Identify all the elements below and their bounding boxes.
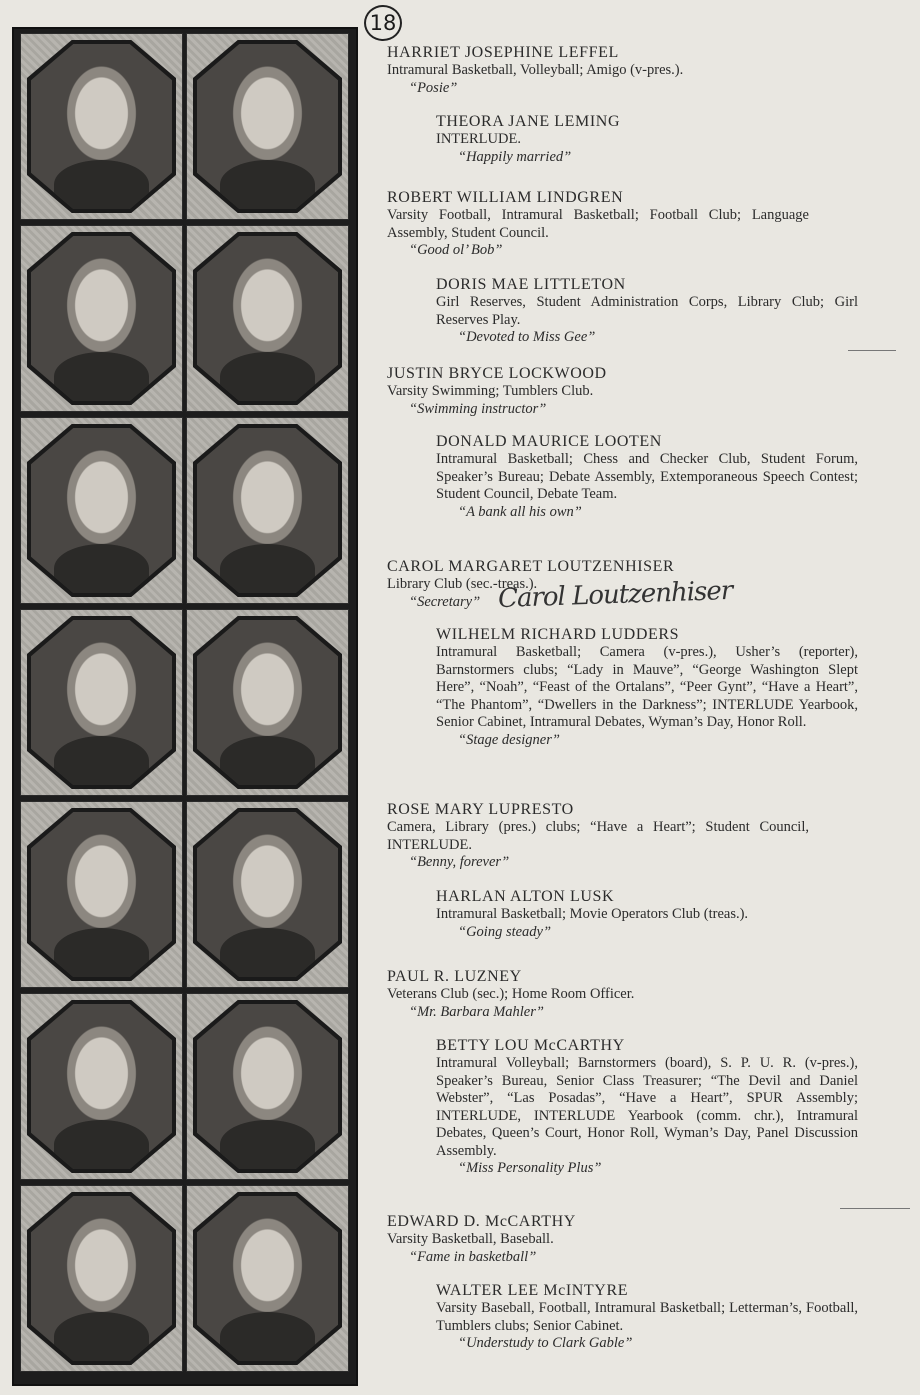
entry-justin-lockwood: [387, 365, 827, 418]
stray-pencil-mark: [840, 1208, 910, 1209]
student-activities: INTERLUDE.: [436, 131, 521, 147]
page-number: 18: [364, 5, 402, 41]
entry-paul-luzney: [387, 968, 827, 1021]
student-name: HARRIET JOSEPHINE LEFFEL: [387, 44, 619, 61]
portrait-edward-mccarthy: [20, 1185, 183, 1372]
student-activities: Varsity Football, Intramural Basketball; Football Club; Language Assembly, Student Council.: [387, 207, 809, 241]
student-name: WILHELM RICHARD LUDDERS: [436, 626, 680, 643]
student-quote: “Going steady”: [458, 923, 552, 940]
student-quote: “Understudy to Clark Gable”: [458, 1335, 633, 1351]
student-activities: Intramural Basketball; Camera (v-pres.), Usher’s (reporter), Barnstormers clubs; “Lady in Mauve”, “George Washington Slept Here”, “Noah”, “Feast of the Ortalans”, “Peer Gynt”, “Have a Heart”, “The Phantom”, “Dwellers in the Darkness”; INTERLUDE Yearbook, Senior Cabinet, Intramural Debates, Wyman’s Day, Honor Roll.: [436, 644, 858, 730]
entry-theora-leming: [436, 113, 858, 166]
student-activities: Girl Reserves, Student Administration Corps, Library Club; Girl Reserves Play.: [436, 294, 858, 328]
stray-pencil-mark: [848, 350, 896, 351]
portrait-column: [12, 27, 358, 1386]
portrait-rose-mary-lupresto: [20, 801, 183, 988]
entry-walter-mcintyre: [436, 1282, 858, 1353]
student-name: THEORA JANE LEMING: [436, 113, 621, 130]
student-quote: “Swimming instructor”: [409, 400, 547, 417]
entry-doris-littleton: [436, 276, 858, 347]
student-quote: “Happily married”: [458, 148, 572, 165]
student-activities: Intramural Basketball, Volleyball; Amigo (v-pres.).: [387, 62, 684, 78]
portrait-harriet-leffel: [20, 33, 183, 220]
portrait-harlan-lusk: [186, 801, 349, 988]
entry-harlan-lusk: [436, 888, 858, 941]
entry-betty-lou-mccarthy: [436, 1037, 858, 1178]
student-activities: Intramural Basketball; Chess and Checker Club, Student Forum, Speaker’s Bureau; Debate Assembly, Extemporaneous Speech Contest; Student Council, Debate Team.: [436, 451, 858, 502]
entry-robert-lindgren: [387, 189, 809, 260]
portrait-robert-lindgren: [20, 225, 183, 412]
entry-rose-mary-lupresto: [387, 801, 809, 872]
portrait-justin-lockwood: [20, 417, 183, 604]
entry-wilhelm-ludders: [436, 626, 858, 749]
portrait-doris-littleton: [186, 225, 349, 412]
portrait-walter-mcintyre: [186, 1185, 349, 1372]
entry-donald-looten: [436, 433, 858, 521]
student-activities: Library Club (sec.-treas.).: [387, 576, 538, 592]
student-quote: “Benny, forever”: [409, 854, 510, 870]
student-quote: “Devoted to Miss Gee”: [458, 329, 596, 345]
entry-edward-mccarthy: [387, 1213, 827, 1266]
student-quote: “Fame in basketball”: [409, 1248, 537, 1265]
portrait-theora-leming: [186, 33, 349, 220]
student-quote: “Posie”: [409, 79, 458, 96]
student-activities: Varsity Baseball, Football, Intramural Basketball; Letterman’s, Football, Tumblers clubs; Senior Cabinet.: [436, 1300, 858, 1334]
student-name: DORIS MAE LITTLETON: [436, 276, 626, 293]
student-activities: Camera, Library (pres.) clubs; “Have a Heart”; Student Council, INTERLUDE.: [387, 819, 809, 853]
student-activities: Intramural Volleyball; Barnstormers (board), S. P. U. R. (v-pres.), Speaker’s Bureau, Senior Class Treasurer; “The Devil and Daniel Webster”, “Las Posadas”, “Have a Heart”, SPUR Assembly; INTERLUDE, INTERLUDE Yearbook (comm. chr.), Intramural Debates, Queen’s Court, Honor Roll, Wyman’s Day, Panel Discussion Assembly.: [436, 1055, 858, 1159]
student-activities: Varsity Basketball, Baseball.: [387, 1231, 554, 1247]
student-name: PAUL R. LUZNEY: [387, 968, 522, 985]
student-quote: “Good ol’ Bob”: [409, 242, 503, 258]
student-quote: “Stage designer”: [458, 731, 560, 748]
student-activities: Veterans Club (sec.); Home Room Officer.: [387, 986, 635, 1002]
student-quote: “Secretary”: [409, 593, 481, 610]
student-quote: “A bank all his own”: [458, 503, 582, 520]
handwritten-signature: Carol Loutzenhiser: [497, 575, 733, 615]
portrait-paul-luzney: [20, 993, 183, 1180]
student-name: HARLAN ALTON LUSK: [436, 888, 615, 905]
student-activities: Intramural Basketball; Movie Operators Club (treas.).: [436, 906, 749, 922]
student-quote: “Miss Personality Plus”: [458, 1160, 602, 1176]
portrait-carol-loutzenhiser: [20, 609, 183, 796]
student-name: DONALD MAURICE LOOTEN: [436, 433, 662, 450]
entry-harriet-leffel: [387, 44, 827, 97]
student-activities: Varsity Swimming; Tumblers Club.: [387, 383, 594, 399]
student-name: WALTER LEE McINTYRE: [436, 1282, 629, 1299]
student-name: CAROL MARGARET LOUTZENHISER: [387, 558, 675, 575]
student-name: ROSE MARY LUPRESTO: [387, 801, 574, 818]
student-quote: “Mr. Barbara Mahler”: [409, 1003, 544, 1020]
portrait-donald-looten: [186, 417, 349, 604]
student-name: JUSTIN BRYCE LOCKWOOD: [387, 365, 607, 382]
portrait-betty-lou-mccarthy: [186, 993, 349, 1180]
student-name: BETTY LOU McCARTHY: [436, 1037, 625, 1054]
student-name: ROBERT WILLIAM LINDGREN: [387, 189, 624, 206]
student-name: EDWARD D. McCARTHY: [387, 1213, 576, 1230]
portrait-wilhelm-ludders: [186, 609, 349, 796]
